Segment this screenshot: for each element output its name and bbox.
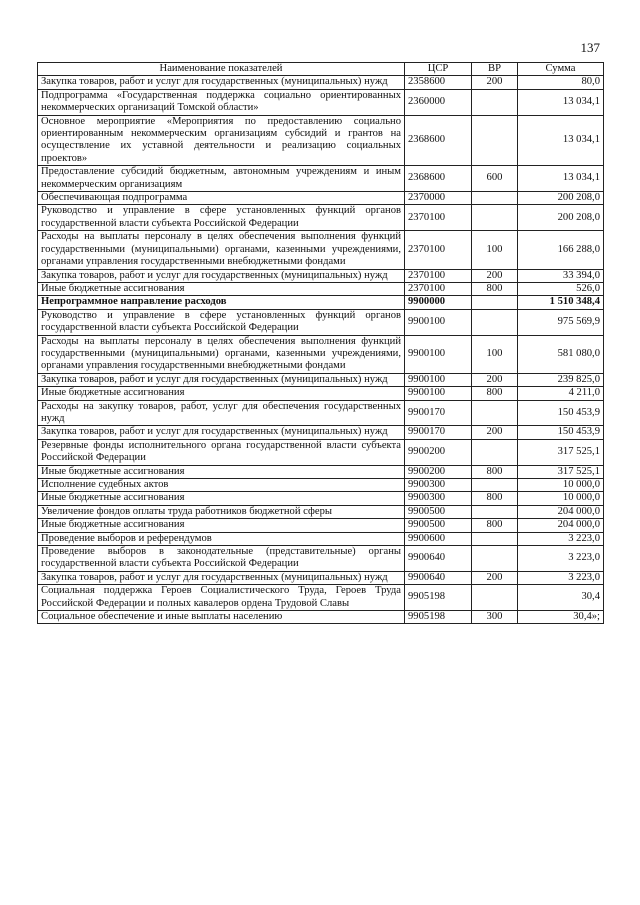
row-name: Социальная поддержка Героев Социалистического Труда, Героев Труда Российской Федерации и полных кавалеров ордена Трудовой Славы <box>38 585 405 611</box>
row-sum: 3 223,0 <box>518 546 604 572</box>
row-vr <box>472 546 518 572</box>
row-vr <box>472 115 518 166</box>
row-sum: 30,4 <box>518 585 604 611</box>
row-vr: 800 <box>472 387 518 400</box>
row-name: Руководство и управление в сфере установленных функций органов государственной власти субъекта Российской Федерации <box>38 205 405 231</box>
row-sum: 200 208,0 <box>518 205 604 231</box>
row-name: Закупка товаров, работ и услуг для государственных (муниципальных) нужд <box>38 426 405 439</box>
row-sum: 150 453,9 <box>518 426 604 439</box>
table-row <box>38 166 604 192</box>
header-sum: Сумма <box>518 63 604 76</box>
row-name: Подпрограмма «Государственная поддержка социально ориентированных некоммерческих организаций Томской области» <box>38 89 405 115</box>
row-name: Проведение выборов в законодательные (представительные) органы государственной власти субъекта Российской Федерации <box>38 546 405 572</box>
header-csr: ЦСР <box>405 63 472 76</box>
row-sum: 975 569,9 <box>518 309 604 335</box>
row-csr: 9900500 <box>405 505 472 518</box>
row-sum: 200 208,0 <box>518 192 604 205</box>
row-vr <box>472 439 518 465</box>
row-vr: 200 <box>472 426 518 439</box>
row-vr <box>472 479 518 492</box>
table-row <box>38 387 604 400</box>
row-csr: 9900100 <box>405 309 472 335</box>
row-vr <box>472 89 518 115</box>
table-row <box>38 296 604 309</box>
table-row <box>38 192 604 205</box>
row-csr: 9900200 <box>405 439 472 465</box>
row-name: Социальное обеспечение и иные выплаты населению <box>38 611 405 624</box>
row-sum: 33 394,0 <box>518 269 604 282</box>
row-vr: 800 <box>472 282 518 295</box>
row-sum: 3 223,0 <box>518 532 604 545</box>
row-vr: 100 <box>472 335 518 373</box>
table-row <box>38 231 604 269</box>
row-sum: 10 000,0 <box>518 492 604 505</box>
row-sum: 4 211,0 <box>518 387 604 400</box>
row-csr: 2358600 <box>405 76 472 89</box>
table-header-row <box>38 63 604 76</box>
row-csr: 2368600 <box>405 115 472 166</box>
row-vr <box>472 505 518 518</box>
row-csr: 9900600 <box>405 532 472 545</box>
table-row <box>38 439 604 465</box>
row-csr: 9900300 <box>405 492 472 505</box>
table-row <box>38 571 604 584</box>
row-name: Исполнение судебных актов <box>38 479 405 492</box>
row-csr: 9900500 <box>405 519 472 532</box>
row-name: Иные бюджетные ассигнования <box>38 492 405 505</box>
page-number: 137 <box>580 40 600 55</box>
row-vr: 300 <box>472 611 518 624</box>
row-csr: 2370100 <box>405 282 472 295</box>
row-name: Предоставление субсидий бюджетным, автономным учреждениям и иным некоммерческим организациям <box>38 166 405 192</box>
row-sum: 3 223,0 <box>518 571 604 584</box>
table-row <box>38 400 604 426</box>
table-row <box>38 426 604 439</box>
table-row <box>38 309 604 335</box>
row-sum: 13 034,1 <box>518 166 604 192</box>
table-row <box>38 373 604 386</box>
table-row <box>38 205 604 231</box>
row-name: Расходы на выплаты персоналу в целях обеспечения выполнения функций государственными (муниципальными) органами, казенными учреждениями, органами управления государственными внебюджетными фондами <box>38 335 405 373</box>
row-name: Закупка товаров, работ и услуг для государственных (муниципальных) нужд <box>38 269 405 282</box>
row-csr: 9905198 <box>405 611 472 624</box>
table-row <box>38 505 604 518</box>
row-name: Обеспечивающая подпрограмма <box>38 192 405 205</box>
row-csr: 9905198 <box>405 585 472 611</box>
header-name: Наименование показателей <box>38 63 405 76</box>
row-name: Проведение выборов и референдумов <box>38 532 405 545</box>
row-name: Иные бюджетные ассигнования <box>38 282 405 295</box>
row-csr: 9900100 <box>405 335 472 373</box>
table-row <box>38 519 604 532</box>
row-sum: 239 825,0 <box>518 373 604 386</box>
row-name: Иные бюджетные ассигнования <box>38 387 405 400</box>
row-vr <box>472 309 518 335</box>
row-vr: 800 <box>472 519 518 532</box>
row-vr <box>472 205 518 231</box>
row-sum: 204 000,0 <box>518 505 604 518</box>
header-vr: ВР <box>472 63 518 76</box>
row-vr: 800 <box>472 492 518 505</box>
table-row <box>38 611 604 624</box>
row-csr: 9900170 <box>405 400 472 426</box>
row-vr <box>472 532 518 545</box>
row-vr <box>472 296 518 309</box>
row-csr: 9900640 <box>405 571 472 584</box>
row-vr: 200 <box>472 571 518 584</box>
row-name: Иные бюджетные ассигнования <box>38 519 405 532</box>
table-row <box>38 479 604 492</box>
row-sum: 13 034,1 <box>518 89 604 115</box>
row-csr: 9900200 <box>405 465 472 478</box>
row-vr <box>472 400 518 426</box>
row-csr: 2370100 <box>405 269 472 282</box>
row-vr: 200 <box>472 76 518 89</box>
table-body <box>38 76 604 624</box>
row-sum: 150 453,9 <box>518 400 604 426</box>
row-name: Увеличение фондов оплаты труда работников бюджетной сферы <box>38 505 405 518</box>
table-row <box>38 269 604 282</box>
row-csr: 9900640 <box>405 546 472 572</box>
row-sum: 317 525,1 <box>518 465 604 478</box>
row-name: Расходы на закупку товаров, работ, услуг для обеспечения государственных нужд <box>38 400 405 426</box>
row-sum: 80,0 <box>518 76 604 89</box>
table-row <box>38 115 604 166</box>
table-row <box>38 532 604 545</box>
row-vr: 800 <box>472 465 518 478</box>
row-csr: 9900170 <box>405 426 472 439</box>
row-sum: 13 034,1 <box>518 115 604 166</box>
row-name: Закупка товаров, работ и услуг для государственных (муниципальных) нужд <box>38 571 405 584</box>
row-csr: 9900000 <box>405 296 472 309</box>
row-csr: 2370000 <box>405 192 472 205</box>
table-row <box>38 89 604 115</box>
table-row <box>38 76 604 89</box>
row-csr: 9900100 <box>405 387 472 400</box>
row-vr <box>472 585 518 611</box>
row-name: Закупка товаров, работ и услуг для государственных (муниципальных) нужд <box>38 373 405 386</box>
row-name: Резервные фонды исполнительного органа государственной власти субъекта Российской Федерации <box>38 439 405 465</box>
row-vr: 600 <box>472 166 518 192</box>
row-sum: 581 080,0 <box>518 335 604 373</box>
table-row <box>38 282 604 295</box>
row-csr: 2368600 <box>405 166 472 192</box>
table-row <box>38 492 604 505</box>
row-csr: 2370100 <box>405 205 472 231</box>
row-name: Непрограммное направление расходов <box>38 296 405 309</box>
table-row <box>38 585 604 611</box>
row-name: Закупка товаров, работ и услуг для государственных (муниципальных) нужд <box>38 76 405 89</box>
row-vr: 100 <box>472 231 518 269</box>
row-name: Руководство и управление в сфере установленных функций органов государственной власти субъекта Российской Федерации <box>38 309 405 335</box>
row-csr: 9900300 <box>405 479 472 492</box>
row-vr: 200 <box>472 269 518 282</box>
budget-table <box>37 62 604 624</box>
row-sum: 10 000,0 <box>518 479 604 492</box>
row-sum: 166 288,0 <box>518 231 604 269</box>
row-csr: 2360000 <box>405 89 472 115</box>
row-sum: 526,0 <box>518 282 604 295</box>
row-name: Основное мероприятие «Мероприятия по предоставлению социально ориентированным некоммерческим организациям субсидий и грантов на осуществление их уставной деятельности и реализацию социальных проектов» <box>38 115 405 166</box>
row-sum: 204 000,0 <box>518 519 604 532</box>
row-vr <box>472 192 518 205</box>
row-sum: 317 525,1 <box>518 439 604 465</box>
row-name: Иные бюджетные ассигнования <box>38 465 405 478</box>
row-csr: 9900100 <box>405 373 472 386</box>
table-row <box>38 546 604 572</box>
row-name: Расходы на выплаты персоналу в целях обеспечения выполнения функций государственными (муниципальными) органами, казенными учреждениями, органами управления государственными внебюджетными фондами <box>38 231 405 269</box>
row-sum: 30,4»; <box>518 611 604 624</box>
table-row <box>38 335 604 373</box>
table-row <box>38 465 604 478</box>
row-vr: 200 <box>472 373 518 386</box>
row-csr: 2370100 <box>405 231 472 269</box>
row-sum: 1 510 348,4 <box>518 296 604 309</box>
